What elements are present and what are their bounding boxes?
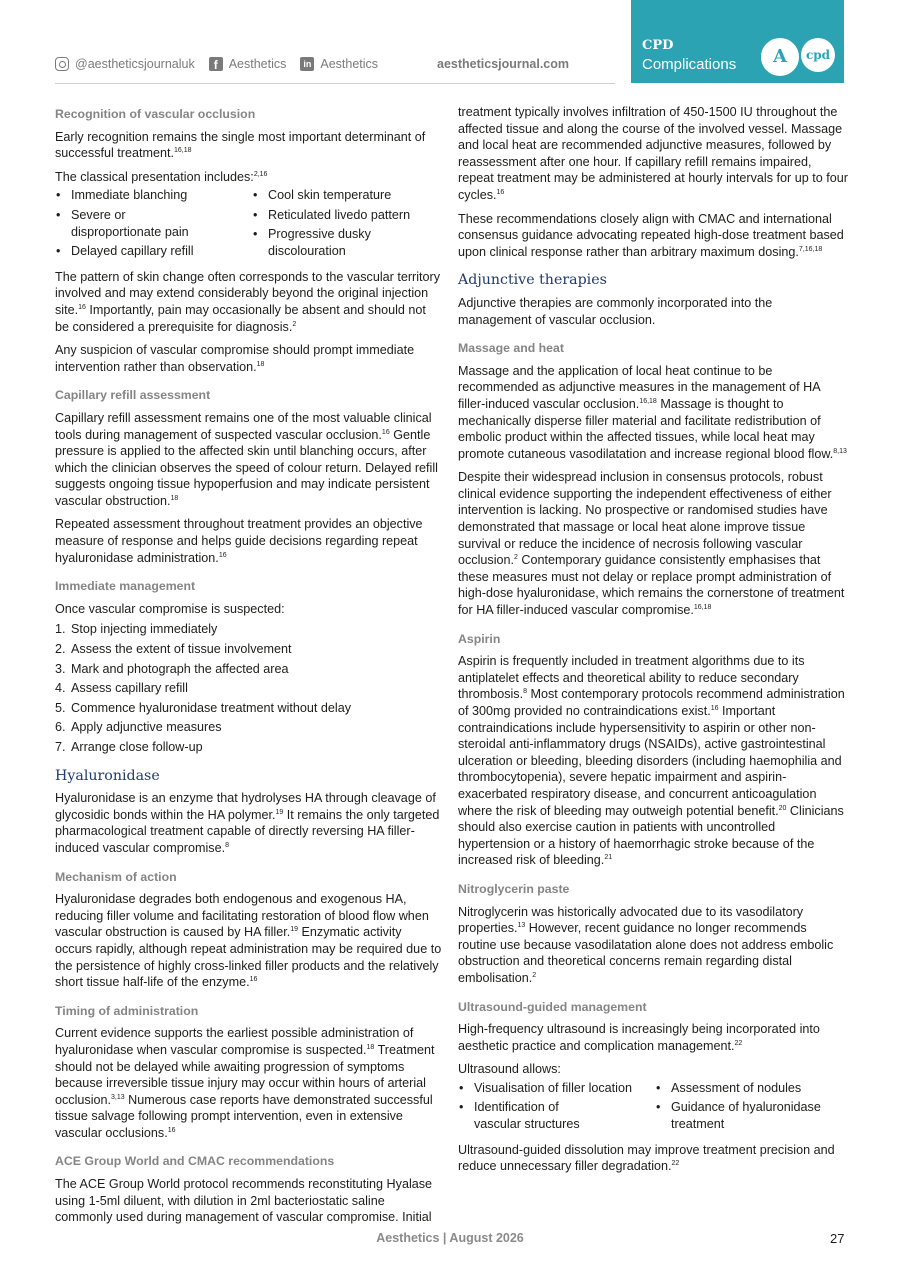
instagram-link[interactable] [55, 57, 195, 71]
paragraph: Despite their widespread inclusion in consensus protocols, robust clinical evidence supporting the independent effectiveness of either intervention is lacking. No prospective or randomised studies have demonstrated that massage or local heat alone improve tissue survival or reduce the incidence of necrosis following vascular occlusion.$^2$ Contemporary guidance consistently emphasises that these measures must not delay or replace prompt administration of high-dose hyaluronidase, which remains the cornerstone of treatment for HA filler-induced vascular compromise.$^{16,18}$ [458, 470, 845, 618]
paragraph: Early recognition remains the single most important determinant of successful treatment.$^{16,18}$ [55, 129, 426, 161]
paragraph: The ACE Group World protocol recommends reconstituting Hyalase using 1-5ml diluent, with dilution in 2ml bacteriostatic saline commonly used during management of vascular compromise. Initial [55, 1177, 433, 1225]
list-item: 1. Stop injecting immediately [55, 622, 218, 637]
list-item: 2. Assess the extent of tissue involvement [55, 642, 292, 657]
list-item: • Progressive dusky discolouration [252, 226, 442, 260]
paragraph: Aspirin is frequently included in treatment algorithms due to its antiplatelet effects and theoretical ability to reduce secondary thrombosis.$^8$ Most contemporary protocols recommend administration of 300mg provided no contraindications exist.$^{16}$ Important contraindications include hypersensitivity to aspirin or other non-steroidal anti-inflammatory drugs (NSAIDs), active gastrointestinal ulceration or bleeding, bleeding disorders (including haemophilia and thrombocytopenia), severe hepatic impairment and aspirin-exacerbated respiratory disease, and concurrent anticoagulation where the risk of bleeding may outweigh potential benefit.$^{20}$ Clinicians should also exercise caution in patients with uncontrolled hypertension or a history of haemorrhagic stroke because of the increased risk of bleeding.$^{21}$ [458, 654, 845, 868]
paragraph: Once vascular compromise is suspected: [55, 601, 285, 616]
list-item: 6. Apply adjunctive measures [55, 720, 222, 735]
paragraph: Adjunctive therapies are commonly incorporated into the management of vascular occlusion. [458, 295, 773, 327]
social-links [55, 57, 392, 71]
facebook-label: Aesthetics [228, 57, 287, 71]
facebook-link[interactable] [209, 57, 287, 71]
paragraph: Any suspicion of vascular compromise should prompt immediate intervention rather than observation.$^{18}$ [55, 343, 415, 374]
ultrasound-list [458, 1080, 848, 1133]
linkedin-icon: in [300, 57, 314, 71]
list-item: • Reticulated livedo pattern [252, 207, 442, 240]
section-title: Hyaluronidase [55, 767, 160, 784]
paragraph: treatment typically involves infiltration of 450-1500 IU throughout the affected tissue and along the course of the involved vessel. Massage and local heat are recommended adjunctive measures, followed by reassessment after one hour. If capillary refill remains impaired, repeat treatment may be administered at hourly intervals for up to four cycles.$^{16}$ [458, 105, 848, 202]
section-heading: Timing of administration [55, 1003, 199, 1018]
cpd-title: CPD [642, 38, 674, 53]
section-heading: Aspirin [458, 631, 501, 646]
paragraph: Ultrasound-guided dissolution may improve treatment precision and reduce unnecessary filler degradation.$^{22}$ [458, 1142, 835, 1174]
cpd-badge: cpd [801, 38, 835, 72]
section-title: Adjunctive therapies [458, 272, 607, 289]
list-item: • Severe or disproportionate pain [55, 207, 252, 240]
footer-issue: Aesthetics | August 2026 [376, 1231, 524, 1245]
paragraph: These recommendations closely align with CMAC and international consensus guidance advocating repeated high-dose treatment based upon clinical response rather than arbitrary maximum dosing.$^{7,16,18}$ [458, 211, 844, 259]
paragraph: High-frequency ultrasound is increasingly being incorporated into aesthetic practice and complication management.$^{22}$ [458, 1022, 820, 1053]
list-item: • Identification of vascular structures [458, 1099, 655, 1132]
section-heading: Nitroglycerin paste [458, 881, 570, 896]
paragraph: Hyaluronidase is an enzyme that hydrolyses HA through cleavage of glycosidic bonds within the HA polymer.$^{19}$ It remains the only targeted pharmacological treatment capable of directly reversing HA filler-induced vascular compromise.$^8$ [55, 791, 440, 855]
section-heading: Massage and heat [458, 341, 564, 356]
section-heading: Capillary refill assessment [55, 388, 211, 403]
list-item: • Immediate blanching [55, 187, 252, 204]
list-item: 4. Assess capillary refill [55, 681, 188, 696]
section-heading: Immediate management [55, 579, 196, 594]
section-heading: Mechanism of action [55, 869, 177, 884]
paragraph: Hyaluronidase degrades both endogenous and exogenous HA, reducing filler volume and facilitating restoration of blood flow when vascular obstruction is caused by HA filler.$^{19}$ Enzymatic activity occurs rapidly, although repeat administration may be required due to the persistence of highly cross-linked filler products and the relatively short tissue half-life of the enzyme.$^{16}$ [55, 892, 442, 990]
list-item: 7. Arrange close follow-up [55, 740, 203, 754]
section-heading: Recognition of vascular occlusion [55, 107, 256, 121]
left-column [55, 104, 442, 1233]
paragraph: The pattern of skin change often corresponds to the vascular territory involved and may extend considerably beyond the original injection site.$^{16}$ Importantly, pain may occasionally be absent and should not be considered a prerequisite for diagnosis.$^2$ [55, 269, 441, 334]
cpd-banner [631, 0, 844, 83]
instagram-handle: @aestheticsjournaluk [75, 57, 195, 71]
paragraph: Repeated assessment throughout treatment provides an objective measure of response and helps guide decisions regarding repeat hyaluronidase administration.$^{16}$ [55, 517, 423, 565]
site-url[interactable]: aestheticsjournal.com [437, 57, 569, 71]
paragraph: Nitroglycerin was historically advocated due to its vasodilatory properties.$^{13}$ However, recent guidance no longer recommends routine use because vasodilatation alone does not address embolic obstruction and theoretical concerns remain regarding distal embolisation.$^2$ [458, 904, 834, 985]
section-heading: ACE Group World and CMAC recommendations [55, 1154, 335, 1169]
signs-list [55, 187, 442, 259]
page-number: 27 [830, 1231, 845, 1246]
list-item: • Assessment of nodules [655, 1080, 848, 1097]
list-item: • Cool skin temperature [252, 187, 442, 204]
list-item: • Delayed capillary refill [55, 243, 252, 260]
linkedin-label: Aesthetics [320, 57, 379, 71]
list-item: • Guidance of hyaluronidase treatment [655, 1099, 848, 1132]
linkedin-link[interactable] [300, 57, 378, 71]
list-item: 5. Commence hyaluronidase treatment without delay [55, 700, 352, 715]
section-heading: Ultrasound-guided management [458, 999, 647, 1014]
list-item: • Visualisation of filler location [458, 1080, 655, 1097]
list-item: 3. Mark and photograph the affected area [55, 661, 289, 676]
paragraph: The classical presentation includes:$^{2,16}$ [55, 169, 268, 184]
accreditation-badge: A [761, 38, 799, 76]
paragraph: Massage and the application of local heat continue to be recommended as adjunctive measures in the management of HA filler-induced vascular occlusion.$^{16,18}$ Massage is thought to mechanically disperse filler material and facilitate redistribution of embolic product within the affected tissues, while local heat may promote cutaneous vasodilatation and increase regional blood flow.$^{8,13}$ [458, 363, 847, 461]
paragraph: Current evidence supports the earliest possible administration of hyaluronidase when vascular compromise is suspected.$^{18}$ Treatment should not be delayed while awaiting progression of symptoms because irreversible tissue injury may occur within hours of arterial occlusion.$^{3,13}$ Numerous case reports have demonstrated successful tissue salvage following prompt intervention, even in extensive vascular occlusions.$^{16}$ [55, 1026, 435, 1140]
right-column [458, 104, 848, 1182]
paragraph: Ultrasound allows: [458, 1062, 561, 1077]
cpd-subtitle: Complications [642, 56, 737, 73]
instagram-icon [55, 57, 69, 71]
paragraph: Capillary refill assessment remains one of the most valuable clinical tools during management of suspected vascular occlusion.$^{16}$ Gentle pressure is applied to the affected skin until blanching occurs, after which the clinician observes the speed of colour return. Delayed refill suggests ongoing tissue hypoperfusion and may indicate persistent vascular obstruction.$^{18}$ [55, 410, 438, 508]
header-divider [55, 83, 615, 84]
management-steps [55, 621, 442, 755]
facebook-icon: f [209, 57, 223, 71]
